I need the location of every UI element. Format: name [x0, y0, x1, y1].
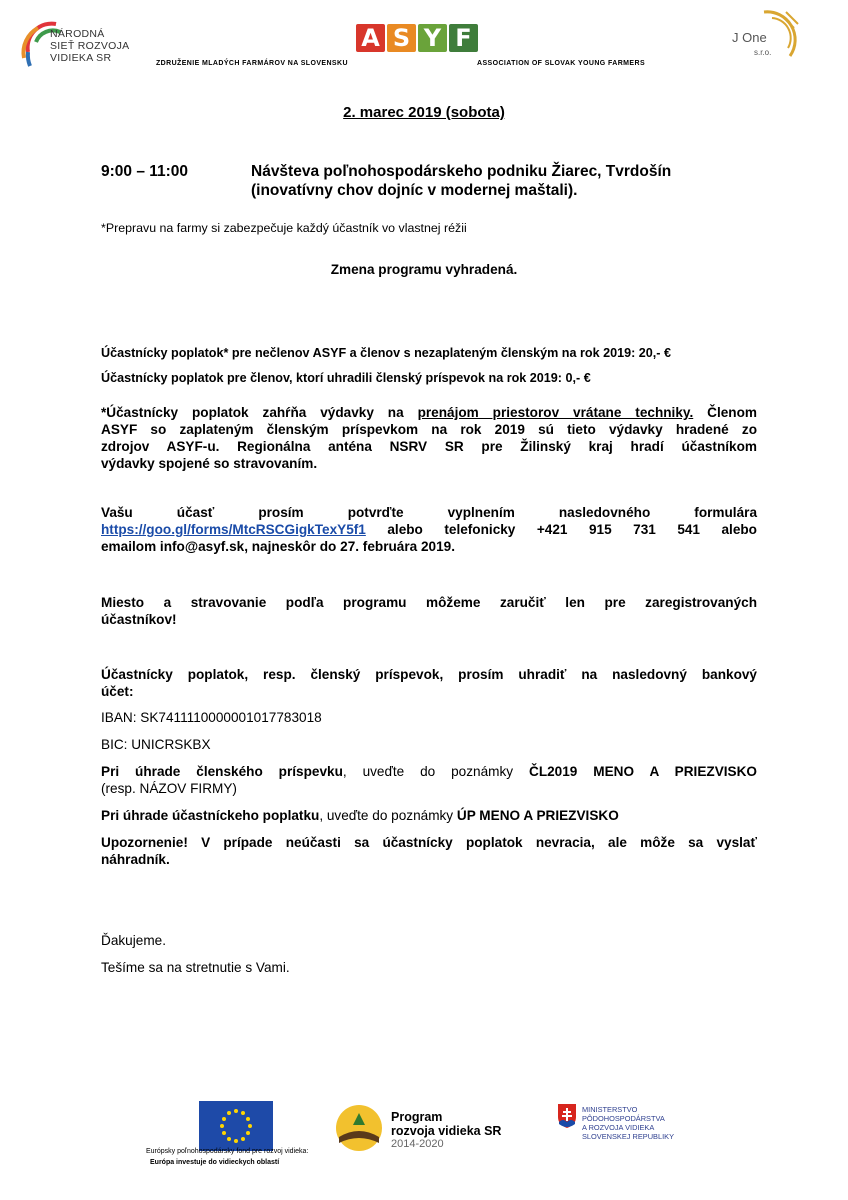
bic: BIC: UNICRSKBX: [101, 737, 211, 752]
iban: IBAN: SK7411110000001017783018: [101, 710, 322, 725]
slovak-coat-of-arms-icon: [557, 1103, 577, 1129]
fee-coverage-line: výdavky spojené so stravovaním.: [101, 456, 318, 471]
ministry-line: MINISTERSTVO: [582, 1105, 638, 1114]
nsrv-line: NÁRODNÁ: [50, 28, 105, 40]
eu-caption: Európsky poľnohospodársky fond pre rozvoj vidieka:: [146, 1148, 309, 1155]
fee-coverage-underlined: prenájom priestorov vrátane techniky.: [417, 405, 694, 420]
prv-title: rozvoja vidieka SR: [391, 1124, 502, 1138]
fee-coverage-text: Členom: [707, 405, 757, 420]
time-range: 9:00 – 11:00: [101, 163, 189, 180]
closing-greeting: Tešíme sa na stretnutie s Vami.: [101, 960, 290, 975]
note-bold: Pri úhrade členského príspevku: [101, 764, 343, 779]
registration-text: alebo telefonicky +421 915 731 541 alebo: [387, 522, 757, 537]
eu-flag-icon: [199, 1101, 273, 1151]
event-description: Návšteva poľnohospodárskeho podniku Žiarec, Tvrdošín: [251, 163, 672, 180]
registration-line: Vašu účasť prosím potvrďte vyplnením nasledovného formulára: [101, 505, 757, 520]
registration-form-link[interactable]: https://goo.gl/forms/MtcRSCGigkTexY5f1: [101, 522, 366, 537]
closing-thanks: Ďakujeme.: [101, 933, 166, 948]
ministry-line: PÔDOHOSPODÁRSTVA: [582, 1114, 665, 1123]
prv-years: 2014-2020: [391, 1138, 444, 1150]
fee-nonmember: Účastnícky poplatok* pre nečlenov ASYF a členov s nezaplateným členským na rok 2019: 20,- €: [101, 346, 671, 360]
asyf-logo: [356, 24, 478, 56]
asyf-letter-f: F: [449, 24, 478, 52]
note-bold: ČL2019 MENO A PRIEZVISKO: [529, 764, 758, 779]
fee-payment-note: [101, 807, 619, 824]
fee-coverage-text: *Účastnícky poplatok zahŕňa výdavky na: [101, 405, 404, 420]
guarantee-line: Miesto a stravovanie podľa programu môžeme zaručiť len pre zaregistrovaných: [101, 595, 757, 610]
note-text: , uveďte do poznámky: [319, 808, 454, 823]
prv-logo-icon: [333, 1103, 385, 1153]
asyf-letter-y: Y: [418, 24, 447, 52]
program-change-note: Zmena programu vyhradená.: [330, 262, 518, 277]
payment-intro: Účastnícky poplatok, resp. členský príspevok, prosím uhradiť na nasledovný bankový: [101, 667, 757, 682]
fee-member: Účastnícky poplatok pre členov, ktorí uhradili členský príspevok na rok 2019: 0,- €: [101, 371, 591, 385]
guarantee-line: účastníkov!: [101, 612, 177, 627]
fee-coverage-line: ASYF so zaplateným členským príspevkom na rok 2019 sú tieto výdavky hradené zo: [101, 422, 757, 437]
note-text: , uveďte do poznámky: [342, 764, 514, 779]
jone-logo-sro: s.r.o.: [754, 48, 772, 57]
warning: náhradník.: [101, 852, 170, 867]
ministry-logo-text: [582, 1105, 674, 1141]
asyf-letter-a: A: [356, 24, 385, 52]
asyf-subtitle-en: ASSOCIATION OF SLOVAK YOUNG FARMERS: [477, 60, 646, 67]
fee-coverage-line: [101, 404, 757, 421]
date-heading: 2. marec 2019 (sobota): [343, 104, 505, 121]
asyf-subtitle-sk: ZDRUŽENIE MLADÝCH FARMÁROV NA SLOVENSKU: [156, 60, 348, 67]
member-payment-note: [101, 763, 757, 780]
registration-line: emailom info@asyf.sk, najneskôr do 27. februára 2019.: [101, 539, 455, 554]
registration-line: [101, 521, 757, 538]
ministry-line: A ROZVOJA VIDIEKA: [582, 1123, 655, 1132]
note-bold: ÚP MENO A PRIEZVISKO: [456, 808, 619, 823]
jone-logo-name: J One: [732, 30, 767, 45]
ministry-line: SLOVENSKEJ REPUBLIKY: [582, 1132, 675, 1141]
nsrv-line: SIEŤ ROZVOJA: [50, 40, 130, 52]
asyf-letter-s: S: [387, 24, 416, 52]
warning: Upozornenie! V prípade neúčasti sa účastnícky poplatok nevracia, ale môže sa vyslať: [101, 835, 757, 850]
eu-caption: Európa investuje do vidieckych oblastí: [150, 1159, 280, 1166]
note-bold: Pri úhrade účastníckeho poplatku: [101, 808, 320, 823]
prv-title: Program: [391, 1110, 443, 1124]
member-payment-note: (resp. NÁZOV FIRMY): [101, 781, 237, 796]
nsrv-line: VIDIEKA SR: [50, 52, 112, 64]
transport-note: *Prepravu na farmy si zabezpečuje každý účastník vo vlastnej réžii: [101, 221, 467, 235]
nsrv-logo-text: [50, 28, 129, 64]
payment-intro: účet:: [101, 684, 134, 699]
event-description: (inovatívny chov dojníc v modernej maštali).: [251, 182, 578, 199]
fee-coverage-line: zdrojov ASYF-u. Regionálna anténa NSRV SR pre Žilinský kraj hradí účastníkom: [101, 439, 757, 454]
